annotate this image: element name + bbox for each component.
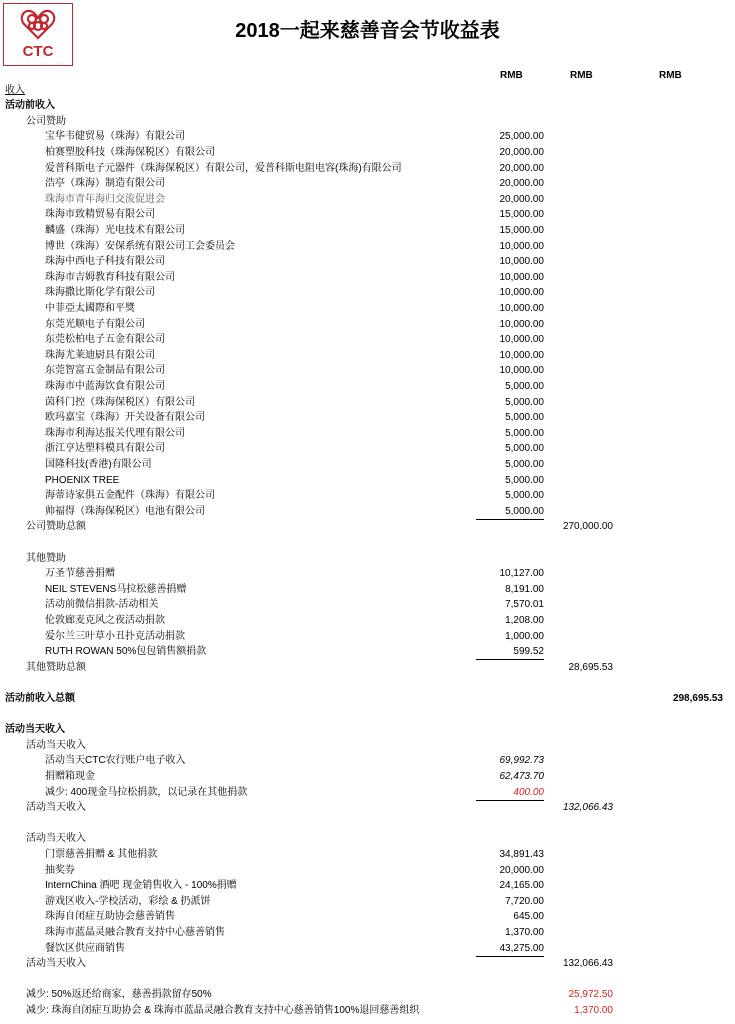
row-label: 浙江亨达塑料模具有限公司 <box>45 443 165 455</box>
row-label: 欧玛嘉宝（珠海）开关设备有限公司 <box>45 412 205 424</box>
row-label: 珠海市蓝晶灵融合教育支持中心慈善销售 <box>45 926 225 938</box>
table-row <box>0 894 735 910</box>
table-row <box>0 192 735 208</box>
amount-c1: 645.00 <box>513 911 544 923</box>
row-label: 柏赛塑胶科技（珠海保税区）有限公司 <box>45 146 215 158</box>
table-row <box>0 332 735 348</box>
row-label: NEIL STEVENS马拉松慈善捐赠 <box>45 583 187 595</box>
amount-c1: 25,000.00 <box>499 131 544 143</box>
row-label: 抽奖券 <box>45 864 75 876</box>
amount-c1: 5,000.00 <box>505 505 544 517</box>
row-label: 伦敦廊麦克风之夜活动捐款 <box>45 614 165 626</box>
table-row <box>0 457 735 473</box>
amount-c1: 400.00 <box>513 786 544 798</box>
amount-c1: 5,000.00 <box>505 427 544 439</box>
amount-c1: 10,127.00 <box>499 568 544 580</box>
table-row <box>0 161 735 177</box>
row-label: 公司赞助总额 <box>26 521 86 533</box>
row-label: 其他赞助 <box>26 552 66 564</box>
row-label: 捐赠箱现金 <box>45 770 95 782</box>
table-row <box>0 597 735 613</box>
table-row <box>0 972 735 988</box>
table-row <box>0 675 735 691</box>
table-row <box>0 925 735 941</box>
row-label: 活动前收入总额 <box>5 692 75 704</box>
table-row <box>0 519 735 535</box>
amount-c1: 10,000.00 <box>499 349 544 361</box>
table-row <box>0 551 735 567</box>
table-row <box>0 847 735 863</box>
row-label: 活动前微信捐款-活动相关 <box>45 599 159 611</box>
row-label: 珠海撒比斯化学有限公司 <box>45 287 155 299</box>
table-row <box>0 348 735 364</box>
table-row <box>0 83 735 99</box>
table-row <box>0 535 735 551</box>
row-label: 茵科门控（珠海保税区）有限公司 <box>45 396 195 408</box>
amount-c1: 15,000.00 <box>499 224 544 236</box>
amount-c1: 20,000.00 <box>499 162 544 174</box>
table-row <box>0 941 735 957</box>
row-label: 门票慈善捐赠 & 其他捐款 <box>45 848 158 860</box>
table-row <box>0 254 735 270</box>
row-label: 东莞智富五金制品有限公司 <box>45 365 165 377</box>
row-label: 珠海市中蓝海饮食有限公司 <box>45 380 165 392</box>
table-row <box>0 301 735 317</box>
row-label: 国隆科技(香港)有限公司 <box>45 458 152 470</box>
amount-c1: 5,000.00 <box>505 458 544 470</box>
amount-c1: 43,275.00 <box>499 942 544 954</box>
column-header-rmb-2: RMB <box>570 70 593 81</box>
table-row <box>0 863 735 879</box>
row-label: 海蒂诗家俱五金配件（珠海）有限公司 <box>45 490 215 502</box>
amount-c1: 10,000.00 <box>499 256 544 268</box>
row-label: 珠海自闭症互助协会慈善销售 <box>45 911 175 923</box>
table-row <box>0 831 735 847</box>
amount-c1: 5,000.00 <box>505 490 544 502</box>
row-label: 宝华韦健贸易（珠海）有限公司 <box>45 131 185 143</box>
row-label: 珠海市青年海归交流促进会 <box>45 193 165 205</box>
amount-c1: 20,000.00 <box>499 193 544 205</box>
table-row <box>0 691 735 707</box>
row-label: 东莞松柏电子五金有限公司 <box>45 334 165 346</box>
table-row <box>0 239 735 255</box>
amount-c2: 132,066.43 <box>562 802 613 814</box>
amount-c1: 1,370.00 <box>505 926 544 938</box>
table-row <box>0 488 735 504</box>
table-row <box>0 956 735 972</box>
table-row <box>0 363 735 379</box>
row-label: 活动前收入 <box>5 100 55 112</box>
row-label: 减少: 400现金马拉松捐款，以记录在其他捐款 <box>45 786 248 798</box>
amount-c1: 10,000.00 <box>499 240 544 252</box>
table-row <box>0 176 735 192</box>
table-row <box>0 613 735 629</box>
amount-c2: 132,066.43 <box>562 958 613 970</box>
table-row <box>0 426 735 442</box>
column-header-rmb-1: RMB <box>500 70 523 81</box>
amount-c1: 7,570.01 <box>505 599 544 611</box>
amount-c1: 20,000.00 <box>499 178 544 190</box>
table-row <box>0 395 735 411</box>
table-row <box>0 270 735 286</box>
row-label: 珠海市吉姆教育科技有限公司 <box>45 271 175 283</box>
amount-c1: 20,000.00 <box>499 864 544 876</box>
table-row <box>0 317 735 333</box>
table-row <box>0 129 735 145</box>
row-label: 活动当天收入 <box>26 802 86 814</box>
amount-c2: 270,000.00 <box>562 521 613 533</box>
table-row <box>0 145 735 161</box>
amount-c1: 7,720.00 <box>505 895 544 907</box>
table-row <box>0 566 735 582</box>
row-label: 浩亭（珠海）制造有限公司 <box>45 178 165 190</box>
row-label: 中菲亞太國際和平獎 <box>45 302 135 314</box>
row-label: 收入 <box>5 84 25 96</box>
row-label: 博世（珠海）安保系统有限公司工会委员会 <box>45 240 235 252</box>
table-row <box>0 816 735 832</box>
amount-c1: 599.52 <box>513 646 544 658</box>
row-label: PHOENIX TREE <box>45 474 120 486</box>
row-label: 活动当天CTC农行账户电子收入 <box>45 755 186 767</box>
column-header-rmb-3: RMB <box>659 70 682 81</box>
row-label: 珠海市利海达报关代理有限公司 <box>45 427 185 439</box>
row-label: RUTH ROWAN 50%包包销售额捐款 <box>45 646 207 658</box>
table-row <box>0 722 735 738</box>
table-row <box>0 504 735 520</box>
table-row <box>0 987 735 1003</box>
table-row <box>0 473 735 489</box>
table-row <box>0 738 735 754</box>
table-row <box>0 707 735 723</box>
amount-c1: 10,000.00 <box>499 318 544 330</box>
table-row <box>0 785 735 801</box>
table-row <box>0 441 735 457</box>
row-label: 活动当天收入 <box>26 833 86 845</box>
amount-c1: 5,000.00 <box>505 396 544 408</box>
amount-c1: 69,992.73 <box>499 755 544 767</box>
amount-c2: 25,972.50 <box>568 989 613 1001</box>
amount-c3: 298,695.53 <box>672 692 723 704</box>
row-label: 公司赞助 <box>26 115 66 127</box>
report-title: 2018一起来慈善音会节收益表 <box>235 20 500 42</box>
amount-c1: 10,000.00 <box>499 302 544 314</box>
row-label: 减少: 50%返还给商家，慈善捐款留存50% <box>26 989 212 1001</box>
amount-c1: 10,000.00 <box>499 271 544 283</box>
row-label: 麟盛（珠海）光电技术有限公司 <box>45 224 185 236</box>
row-label: 珠海市致精贸易有限公司 <box>45 209 155 221</box>
row-label: 其他赞助总额 <box>26 661 86 673</box>
amount-c2: 1,370.00 <box>574 1004 613 1016</box>
row-label: 爱尔兰三叶草小丑扑克活动捐款 <box>45 630 185 642</box>
table-row <box>0 410 735 426</box>
table-row <box>0 114 735 130</box>
row-label: 东莞光顺电子有限公司 <box>45 318 145 330</box>
row-label: 活动当天收入 <box>5 724 65 736</box>
amount-c1: 34,891.43 <box>499 848 544 860</box>
amount-c2: 28,695.53 <box>568 661 613 673</box>
table-row <box>0 1003 735 1019</box>
amount-c1: 1,000.00 <box>505 630 544 642</box>
table-row <box>0 98 735 114</box>
table-row <box>0 800 735 816</box>
table-row <box>0 207 735 223</box>
table-row <box>0 753 735 769</box>
row-label: InternChina 酒吧 现金销售收入 - 100%捐赠 <box>45 880 237 892</box>
amount-c1: 1,208.00 <box>505 614 544 626</box>
row-label: 活动当天收入 <box>26 958 86 970</box>
table-row <box>0 629 735 645</box>
amount-c1: 20,000.00 <box>499 146 544 158</box>
amount-c1: 24,165.00 <box>499 880 544 892</box>
table-row <box>0 285 735 301</box>
row-label: 帅福得（珠海保税区）电池有限公司 <box>45 505 205 517</box>
row-label: 爱普科斯电子元器件（珠海保税区）有限公司，爱普科斯电阻电容(珠海)有限公司 <box>45 162 402 174</box>
amount-c1: 8,191.00 <box>505 583 544 595</box>
row-label: 餐饮区供应商销售 <box>45 942 125 954</box>
row-label: 活动当天收入 <box>26 739 86 751</box>
amount-c1: 10,000.00 <box>499 287 544 299</box>
table-row <box>0 878 735 894</box>
amount-c1: 5,000.00 <box>505 443 544 455</box>
table-row <box>0 582 735 598</box>
amount-c1: 62,473.70 <box>499 770 544 782</box>
amount-c1: 5,000.00 <box>505 380 544 392</box>
table-row <box>0 660 735 676</box>
row-label: 万圣节慈善捐赠 <box>45 568 115 580</box>
amount-c1: 5,000.00 <box>505 474 544 486</box>
row-label: 珠海中西电子科技有限公司 <box>45 256 165 268</box>
table-row <box>0 644 735 660</box>
table-row <box>0 769 735 785</box>
table-row <box>0 223 735 239</box>
table-row <box>0 909 735 925</box>
amount-c1: 5,000.00 <box>505 412 544 424</box>
amount-c1: 15,000.00 <box>499 209 544 221</box>
amount-c1: 10,000.00 <box>499 334 544 346</box>
table-row <box>0 379 735 395</box>
row-label: 珠海尤莱迪厨具有限公司 <box>45 349 155 361</box>
logo-text: CTC <box>22 43 54 60</box>
row-label: 游戏区收入-学校活动，彩绘 & 扔派饼 <box>45 895 211 907</box>
row-label: 减少: 珠海自闭症互助协会 & 珠海市蓝晶灵融合教育支持中心慈善销售100%退回慈善组织 <box>26 1004 420 1016</box>
amount-c1: 10,000.00 <box>499 365 544 377</box>
